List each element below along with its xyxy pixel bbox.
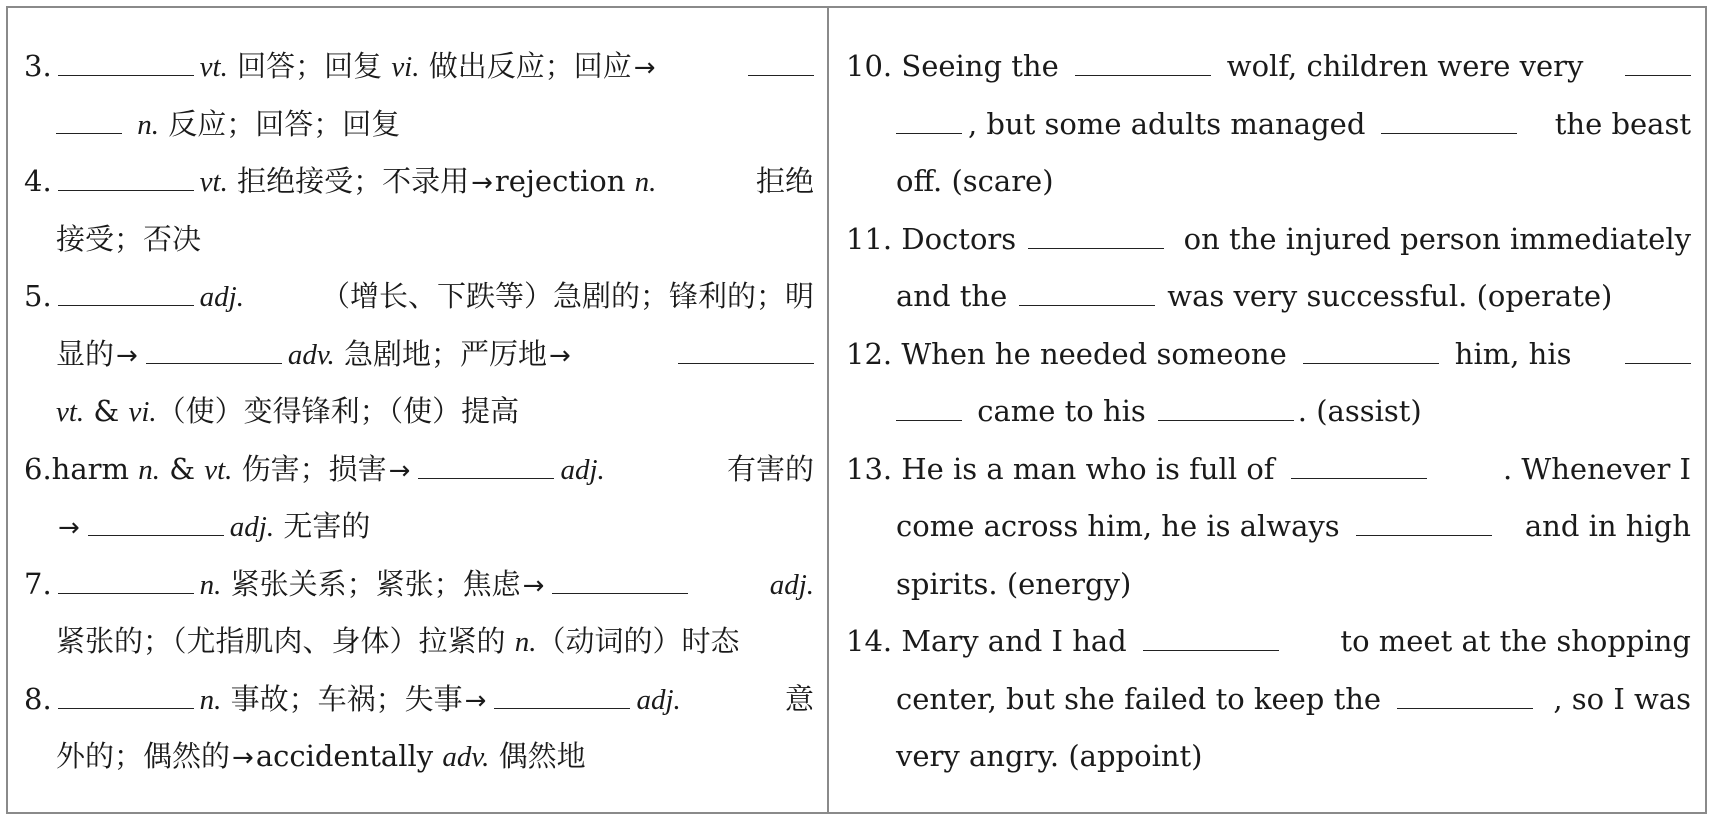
sentence-text: and in high <box>1524 509 1691 543</box>
item-5-line-1 <box>24 268 814 326</box>
arrow-icon: → <box>388 455 411 486</box>
definition: 接受；否决 <box>56 221 202 256</box>
item-number: 11. <box>846 221 893 256</box>
arrow-icon: → <box>522 570 545 601</box>
blank-field[interactable] <box>58 189 194 191</box>
item-10-line-2 <box>846 96 1691 154</box>
sentence-text: Mary and I had <box>901 624 1127 658</box>
arrow-icon: → <box>464 685 487 716</box>
blank-field[interactable] <box>1381 132 1517 134</box>
item-11-line-1 <box>846 211 1691 269</box>
definition: 拒绝 <box>755 164 814 198</box>
part-of-speech: vt. <box>204 453 233 486</box>
part-of-speech: adv. <box>287 338 335 371</box>
blank-field[interactable] <box>552 592 688 594</box>
part-of-speech: n. <box>199 683 222 716</box>
sentence-text: . Whenever I <box>1502 451 1691 486</box>
sentence-text: Seeing the <box>901 49 1059 83</box>
part-of-speech: adj. <box>769 568 814 601</box>
definition: （使）变得锋利；（使）提高 <box>156 394 520 428</box>
blank-field[interactable] <box>58 304 194 306</box>
item-7-line-1 <box>24 556 814 614</box>
blank-field[interactable] <box>896 419 962 421</box>
item-number: 7. <box>24 566 52 601</box>
ampersand: & <box>93 394 120 428</box>
sentence-text: him, his <box>1454 336 1572 371</box>
blank-field[interactable] <box>56 132 122 134</box>
item-3-line-2 <box>24 96 814 154</box>
part-of-speech: n. <box>137 108 159 141</box>
sentence-text: come across him, he is always <box>896 509 1340 543</box>
item-4-line-2 <box>24 211 814 269</box>
definition: 紧张的；（尤指肌肉、身体）拉紧的 <box>56 624 506 658</box>
sentence-text: very angry. (appoint) <box>896 739 1203 773</box>
blank-field[interactable] <box>1625 362 1691 364</box>
item-number: 4. <box>24 164 52 198</box>
item-13-line-3 <box>846 556 1691 614</box>
part-of-speech: n. <box>514 626 537 658</box>
blank-field[interactable] <box>418 477 554 479</box>
sentence-text: to meet at the shopping <box>1340 624 1691 658</box>
part-of-speech: n. <box>199 568 222 601</box>
blank-field[interactable] <box>896 132 962 134</box>
item-number: 6. <box>24 451 52 486</box>
part-of-speech: vi. <box>128 396 157 428</box>
sentence-text: center, but she failed to keep the <box>896 681 1382 716</box>
definition: 意 <box>784 681 814 716</box>
sentence-text: He is a man who is full of <box>901 451 1275 486</box>
definition: 反应；回答；回复 <box>168 106 401 141</box>
sentence-text: off. (scare) <box>896 164 1054 198</box>
blank-field[interactable] <box>1028 247 1164 249</box>
arrow-icon: → <box>549 340 571 371</box>
item-3-line-1 <box>24 38 814 96</box>
blank-field[interactable] <box>58 592 194 594</box>
blank-field[interactable] <box>678 362 814 364</box>
blank-field[interactable] <box>58 707 194 709</box>
sentence-text: was very successful. (operate) <box>1167 279 1613 313</box>
item-14-line-2 <box>846 671 1691 729</box>
part-of-speech: n. <box>138 453 160 486</box>
definition: 显的 <box>56 336 115 371</box>
ampersand: & <box>169 451 196 486</box>
sentence-text: , but some adults managed <box>968 106 1366 141</box>
item-12-line-1 <box>846 326 1691 384</box>
item-number: 3. <box>24 49 52 83</box>
definition: （增长、下跌等）急剧的；锋利的；明 <box>320 279 814 313</box>
blank-field[interactable] <box>1143 649 1279 651</box>
item-8-line-2 <box>24 728 814 786</box>
item-6-line-1 <box>24 441 814 499</box>
part-of-speech: vi. <box>391 51 420 83</box>
sentence-text: wolf, children were very <box>1226 49 1584 83</box>
item-5-line-2 <box>24 326 814 384</box>
item-14-line-1 <box>846 613 1691 671</box>
definition: 回答；回复 <box>237 49 383 83</box>
column-divider <box>827 6 829 814</box>
blank-field[interactable] <box>1356 534 1492 536</box>
definition: 急剧地；严厉地 <box>344 336 548 371</box>
blank-field[interactable] <box>1075 74 1211 76</box>
item-13-line-1 <box>846 441 1691 499</box>
item-11-line-2 <box>846 268 1691 326</box>
blank-field[interactable] <box>1019 304 1155 306</box>
sentence-text: When he needed someone <box>901 336 1287 371</box>
part-of-speech: adj. <box>229 511 275 543</box>
item-13-line-2 <box>846 498 1691 556</box>
blank-field[interactable] <box>494 707 630 709</box>
part-of-speech: vt. <box>199 51 228 83</box>
item-10-line-3 <box>846 153 1691 211</box>
part-of-speech: adv. <box>442 741 490 773</box>
part-of-speech: vt. <box>56 396 85 428</box>
item-number: 8. <box>24 681 52 716</box>
definition: 事故；车祸；失事 <box>230 681 463 716</box>
arrow-icon: → <box>58 513 80 543</box>
item-5-line-3 <box>24 383 814 441</box>
item-7-line-2 <box>24 613 814 671</box>
item-number: 13. <box>846 451 893 486</box>
arrow-icon: → <box>232 743 254 773</box>
blank-field[interactable] <box>1303 362 1439 364</box>
definition: 无害的 <box>283 509 371 543</box>
sentence-text: the beast <box>1554 106 1691 141</box>
definition: 有害的 <box>726 451 814 486</box>
definition: 伤害；损害 <box>241 451 387 486</box>
item-10-line-1 <box>846 38 1691 96</box>
part-of-speech: adj. <box>560 453 605 486</box>
part-of-speech: n. <box>634 166 657 198</box>
sentence-text: spirits. (energy) <box>896 566 1132 601</box>
blank-field[interactable] <box>146 362 282 364</box>
sentence-text: on the injured person immediately <box>1183 221 1691 256</box>
definition: 拒绝接受；不录用 <box>237 164 470 198</box>
part-of-speech: vt. <box>199 166 228 198</box>
sentence-text: , so I was <box>1553 681 1691 716</box>
item-8-line-1 <box>24 671 814 729</box>
blank-field[interactable] <box>1625 74 1691 76</box>
item-number: 10. <box>846 49 893 83</box>
blank-field[interactable] <box>748 74 814 76</box>
definition: 外的；偶然的 <box>56 739 231 773</box>
item-4-line-1 <box>24 153 814 211</box>
item-12-line-2 <box>846 383 1691 441</box>
sentence-text: came to his <box>977 394 1146 428</box>
item-number: 5. <box>24 279 52 313</box>
blank-field[interactable] <box>1158 419 1294 421</box>
sentence-text: Doctors <box>901 221 1017 256</box>
part-of-speech: adj. <box>199 281 244 313</box>
item-number: 12. <box>846 336 893 371</box>
word: accidentally <box>255 739 434 773</box>
definition: 做出反应；回应 <box>428 49 632 83</box>
sentence-text: . (assist) <box>1297 394 1422 428</box>
definition: （动词的）时态 <box>536 624 740 658</box>
word: rejection <box>494 164 626 198</box>
item-14-line-3 <box>846 728 1691 786</box>
blank-field[interactable] <box>58 74 194 76</box>
arrow-icon: → <box>116 340 138 371</box>
left-column <box>24 38 814 786</box>
part-of-speech: adj. <box>636 683 681 716</box>
item-6-line-2 <box>24 498 814 556</box>
blank-field[interactable] <box>1291 477 1427 479</box>
blank-field[interactable] <box>1397 707 1533 709</box>
definition: 紧张关系；紧张；焦虑 <box>230 566 521 601</box>
item-number: 14. <box>846 624 893 658</box>
word: harm <box>51 451 130 486</box>
right-column <box>846 38 1691 786</box>
blank-field[interactable] <box>88 534 224 536</box>
arrow-icon: → <box>471 168 493 198</box>
definition: 偶然地 <box>498 739 586 773</box>
arrow-icon: → <box>633 53 656 83</box>
sentence-text: and the <box>896 279 1008 313</box>
